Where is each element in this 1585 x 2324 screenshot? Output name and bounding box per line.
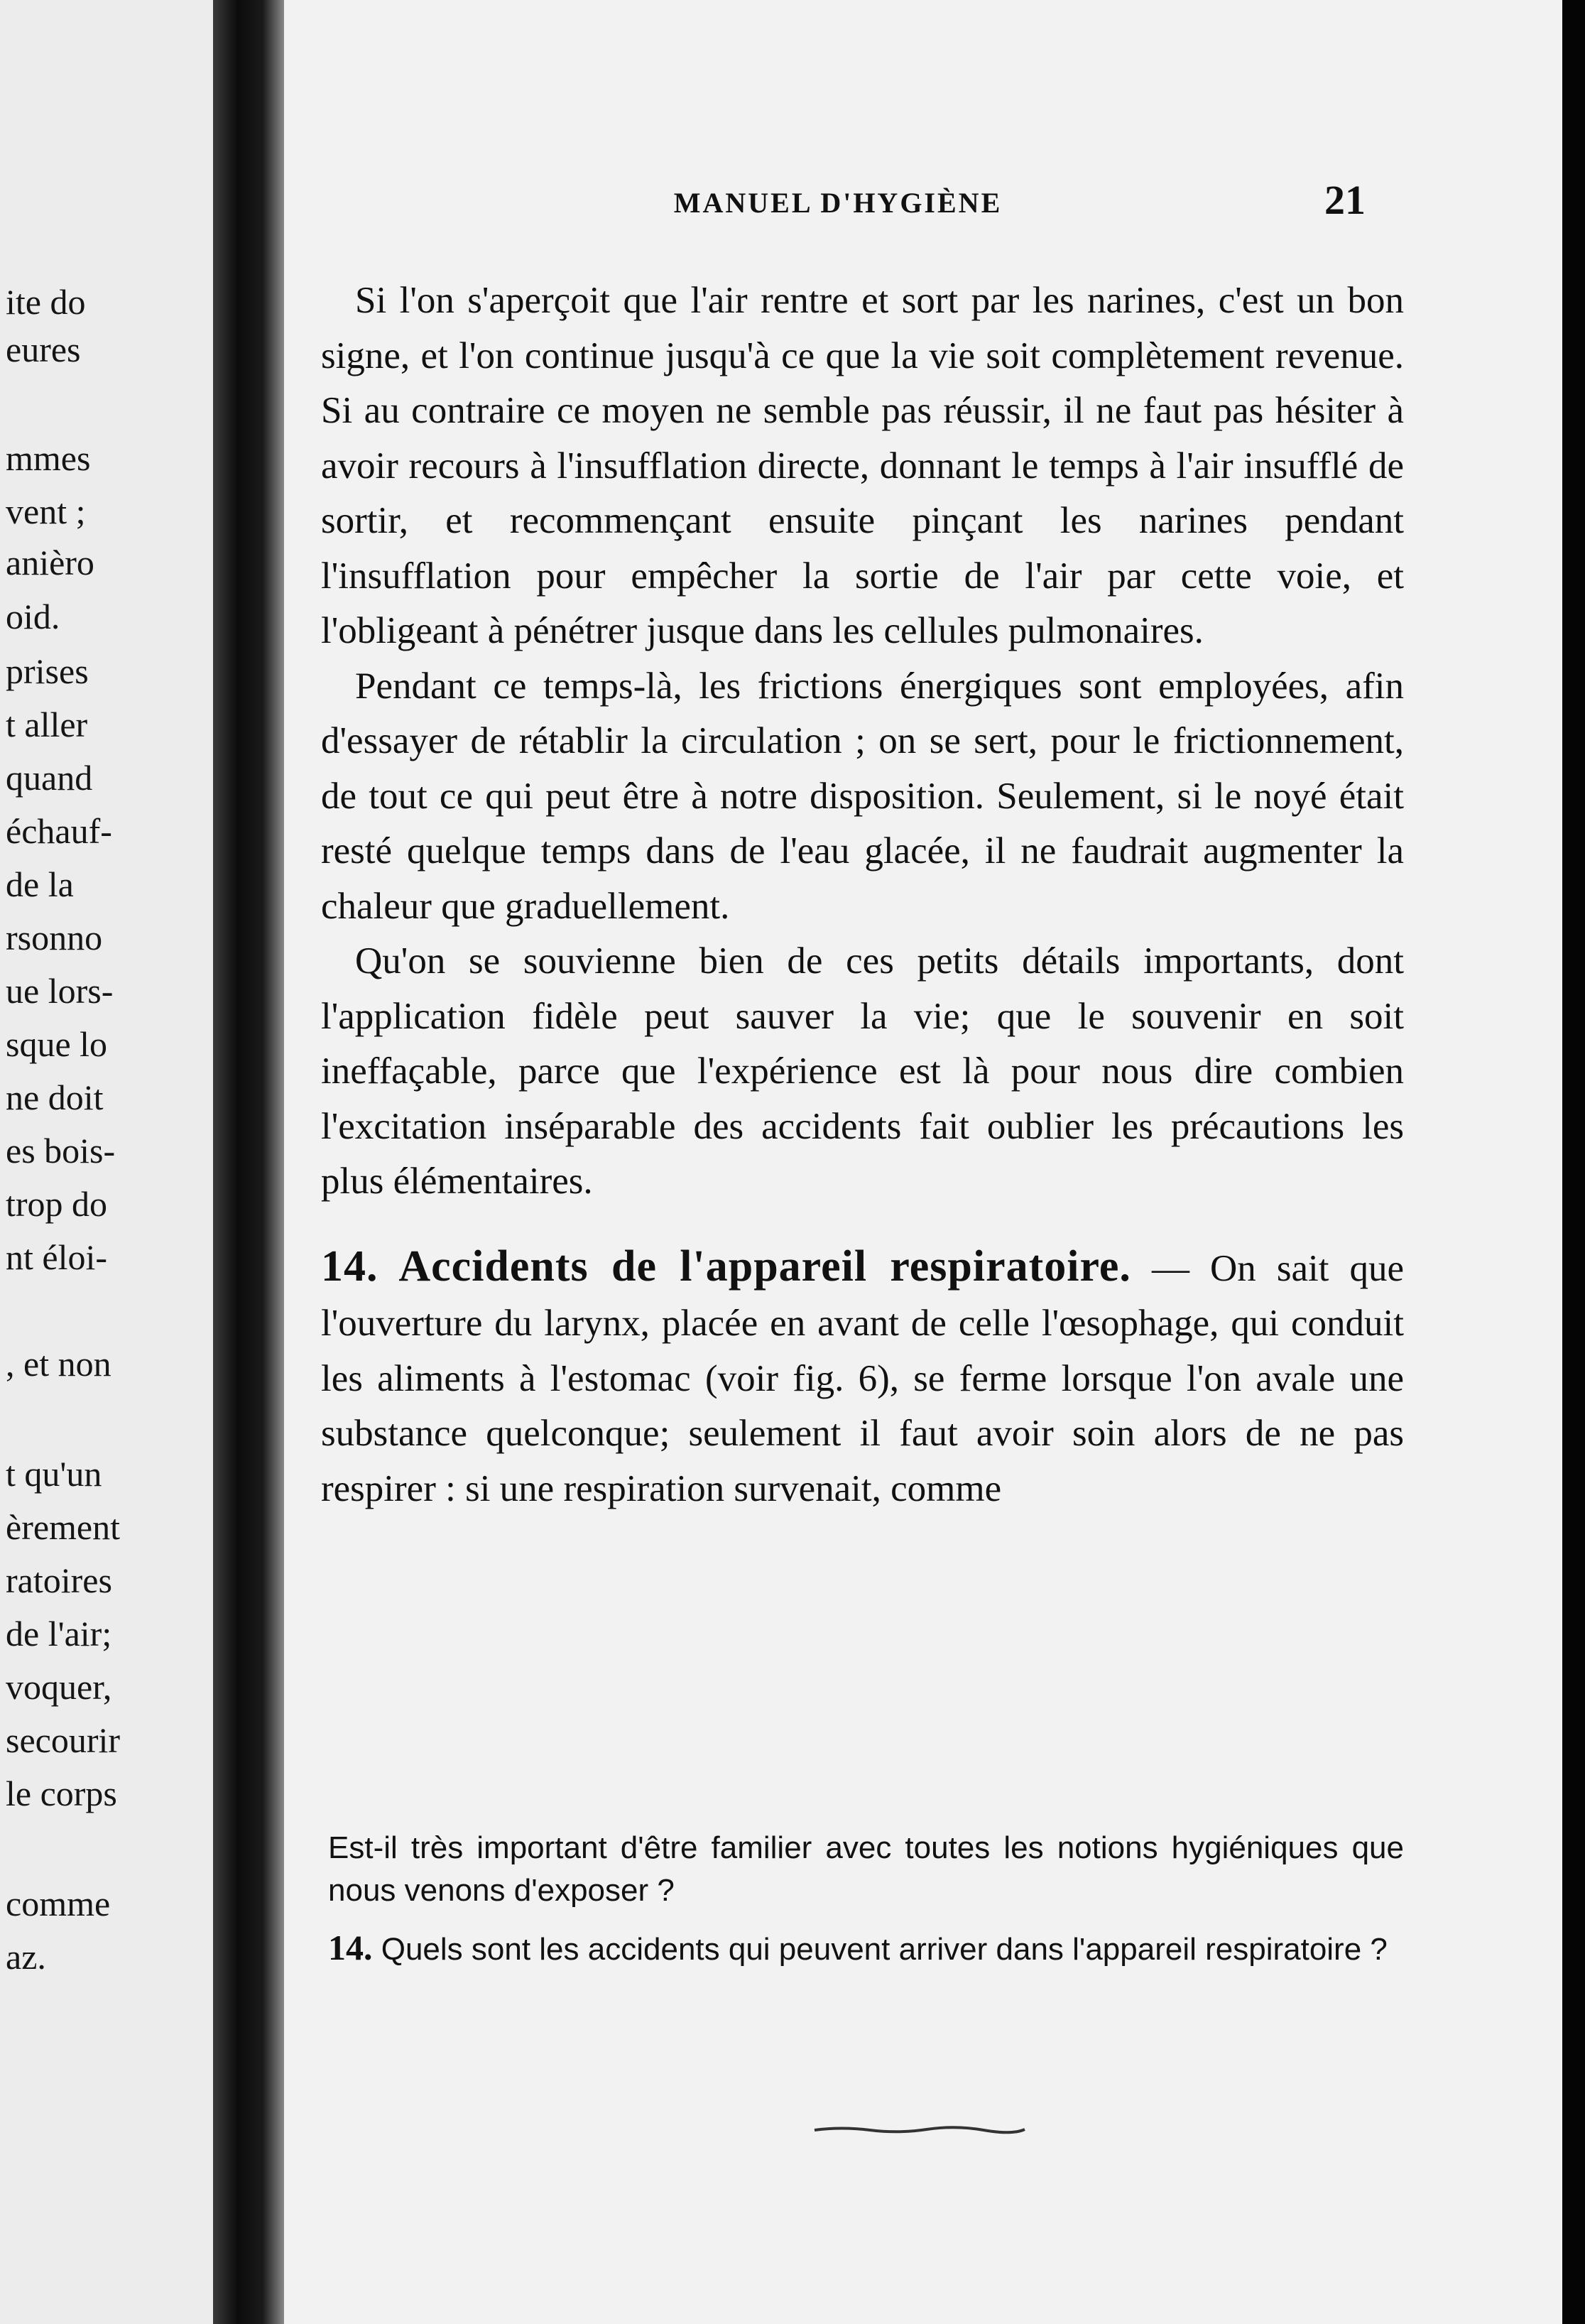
facing-page-line: de l'air;	[6, 1614, 112, 1654]
facing-page-line: voquer,	[6, 1667, 112, 1707]
facing-page-line: t aller	[6, 705, 88, 744]
facing-page-line: secourir	[6, 1720, 121, 1760]
facing-page-line: de la	[6, 864, 74, 904]
facing-page-line: ite do	[6, 282, 86, 322]
facing-page-line: ue lors-	[6, 971, 114, 1011]
section-title: 14. Accidents de l'appareil respiratoire.	[321, 1242, 1131, 1291]
facing-page-line: sque lo	[6, 1024, 108, 1064]
facing-page-line: es bois-	[6, 1131, 116, 1171]
running-head: MANUEL D'HYGIÈNE	[673, 187, 1003, 219]
facing-page-line: nt éloi-	[6, 1237, 108, 1277]
book-page	[284, 0, 1562, 2324]
facing-page-line: ne doit	[6, 1077, 104, 1117]
facing-page-line: comme	[6, 1884, 111, 1923]
facing-page-line: az.	[6, 1937, 46, 1977]
body-text	[321, 273, 1404, 1516]
ornament-divider	[813, 2124, 1026, 2135]
facing-page-line: oid.	[6, 597, 60, 636]
facing-page-line: èrement	[6, 1507, 121, 1547]
section-14	[321, 1239, 1404, 1517]
question-2	[328, 1926, 1404, 1971]
paragraph-insufflation: Si l'on s'aperçoit que l'air rentre et sort par les narines, c'est un bon signe, et l'on continue jusqu'à ce que la vie soit complètement revenue. Si au contraire ce moyen ne semble pas réussir, il ne faut pas hésiter à avoir recours à l'insufflation directe, donnant le temps à l'air insufflé de sortir, et recommençant ensuite pinçant les narines pendant l'insufflation pour empêcher la sortie de l'air par cette voie, et l'obligeant à pénétrer jusque dans les cellules pulmonaires.	[321, 280, 1404, 651]
facing-page-line: quand	[6, 758, 93, 798]
facing-page-line: , et non	[6, 1344, 111, 1384]
facing-page-fragment	[0, 0, 213, 2324]
scan-border	[1562, 0, 1585, 2324]
question-1: Est-il très important d'être familier avec toutes les notions hygiéniques que nous venons d'exposer ?	[328, 1830, 1404, 1908]
paragraph-frictions: Pendant ce temps-là, les frictions énergiques sont employées, afin d'essayer de rétablir la circulation ; on se sert, pour le frictionnement, de tout ce qui peut être à notre disposition. Seulement, si le noyé était resté quelque temps dans de l'eau glacée, il ne faudrait augmenter la chaleur que graduellement.	[321, 665, 1404, 927]
question-text: Quels sont les accidents qui peuvent arriver dans l'appareil respiratoire ?	[372, 1932, 1388, 1967]
paragraph-details: Qu'on se souvienne bien de ces petits détails importants, dont l'application fidèle peut sauver la vie; que le souvenir en soit ineffaçable, parce que l'expérience est là pour nous dire combien l'excitation inséparable des accidents fait oublier les précautions les plus élémentaires.	[321, 940, 1404, 1202]
facing-page-line: t qu'un	[6, 1454, 102, 1494]
facing-page-line: eures	[6, 330, 81, 369]
facing-page-line: échauf-	[6, 811, 112, 851]
section-text: — On sait que l'ouverture du larynx, placée en avant de celle l'œsophage, qui conduit les aliments à l'estomac (voir fig. 6), se ferme lorsque l'on avale une substance quelconque; seulement il faut avoir soin alors de ne pas respirer : si une respiration survenait, comme	[321, 1247, 1404, 1509]
book-gutter	[213, 0, 284, 2324]
question-number: 14.	[328, 1928, 373, 1967]
facing-page-line: mmes	[6, 438, 91, 478]
facing-page-line: rsonno	[6, 918, 103, 957]
facing-page-line: ratoires	[6, 1560, 112, 1600]
page-number: 21	[1324, 177, 1366, 223]
facing-page-line: vent ;	[6, 492, 86, 531]
facing-page-line: trop do	[6, 1184, 108, 1224]
facing-page-line: anièro	[6, 543, 94, 582]
facing-page-line: le corps	[6, 1774, 117, 1813]
review-questions	[328, 1827, 1404, 1971]
facing-page-line: prises	[6, 651, 89, 691]
